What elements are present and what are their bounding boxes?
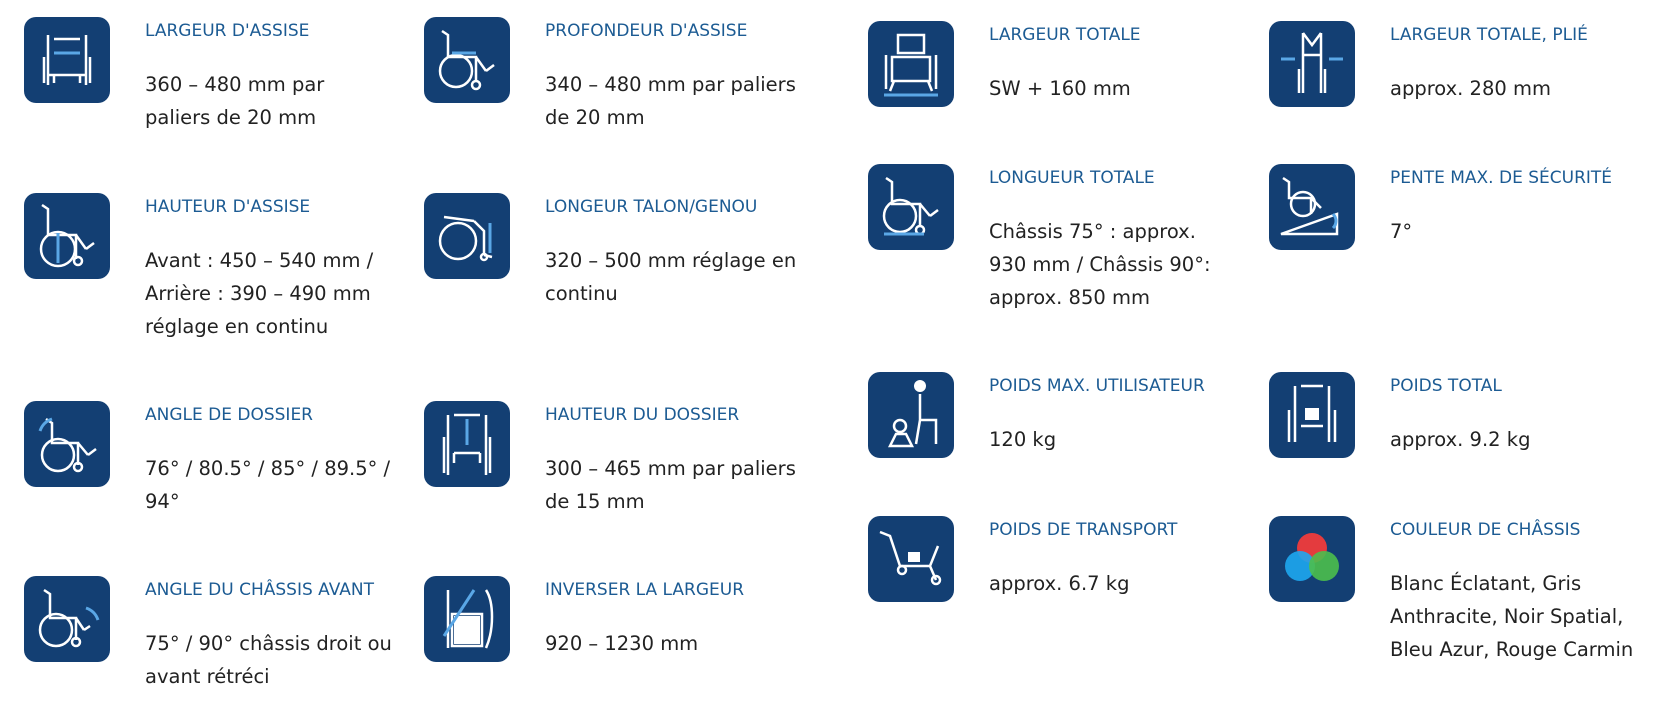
spec-value: 76° / 80.5° / 85° / 89.5° / 94° [145,457,391,513]
seat-depth-icon [424,17,510,103]
total-width-icon [868,21,954,107]
total-length-icon [868,164,954,250]
spec-title: PROFONDEUR D'ASSISE [545,21,748,41]
max-user-weight-icon [868,372,954,458]
spec-value: Blanc Éclatant, Gris Anthracite, Noir Spatial, Bleu Azur, Rouge Carmin [1390,572,1634,661]
spec-value: Châssis 75° : approx. 930 mm / Châssis 90°: approx. 850 mm [989,220,1211,309]
spec-value: 360 – 480 mm par paliers de 20 mm [145,73,325,129]
spec-value: approx. 280 mm [1390,77,1551,100]
spec-title: POIDS TOTAL [1390,376,1502,396]
max-slope-icon [1269,164,1355,250]
spec-title: INVERSER LA LARGEUR [545,580,745,600]
frame-color-icon [1269,516,1355,602]
total-weight-icon [1269,372,1355,458]
spec-value: Avant : 450 – 540 mm / Arrière : 390 – 490 mm réglage en continu [145,249,374,338]
spec-value: 920 – 1230 mm [545,632,699,655]
heel-knee-length-icon [424,193,510,279]
spec-title: POIDS DE TRANSPORT [989,520,1178,540]
spec-value: 75° / 90° châssis droit ou avant rétréci [145,632,392,688]
spec-value: approx. 6.7 kg [989,572,1130,595]
spec-title: ANGLE DU CHÂSSIS AVANT [145,580,374,600]
spec-value: 7° [1390,220,1413,243]
spec-title: HAUTEUR D'ASSISE [145,197,311,217]
spec-value: 340 – 480 mm par paliers de 20 mm [545,73,796,129]
spec-value: 300 – 465 mm par paliers de 15 mm [545,457,796,513]
spec-value: approx. 9.2 kg [1390,428,1531,451]
backrest-height-icon [424,401,510,487]
reverse-width-icon [424,576,510,662]
spec-title: LARGEUR TOTALE, PLIÉ [1390,25,1588,45]
spec-title: ANGLE DE DOSSIER [145,405,313,425]
spec-value: SW + 160 mm [989,77,1131,100]
spec-title: LARGEUR TOTALE [989,25,1141,45]
spec-value: 320 – 500 mm réglage en continu [545,249,797,305]
backrest-angle-icon [24,401,110,487]
spec-title: POIDS MAX. UTILISATEUR [989,376,1205,396]
folded-width-icon [1269,21,1355,107]
seat-height-icon [24,193,110,279]
spec-value: 120 kg [989,428,1057,451]
transport-weight-icon [868,516,954,602]
spec-title: LONGUEUR TOTALE [989,168,1155,188]
seat-width-icon [24,17,110,103]
spec-title: PENTE MAX. DE SÉCURITÉ [1390,168,1613,188]
spec-title: LONGEUR TALON/GENOU [545,197,758,217]
spec-title: COULEUR DE CHÂSSIS [1390,520,1581,540]
front-frame-angle-icon [24,576,110,662]
spec-title: HAUTEUR DU DOSSIER [545,405,740,425]
spec-title: LARGEUR D'ASSISE [145,21,310,41]
